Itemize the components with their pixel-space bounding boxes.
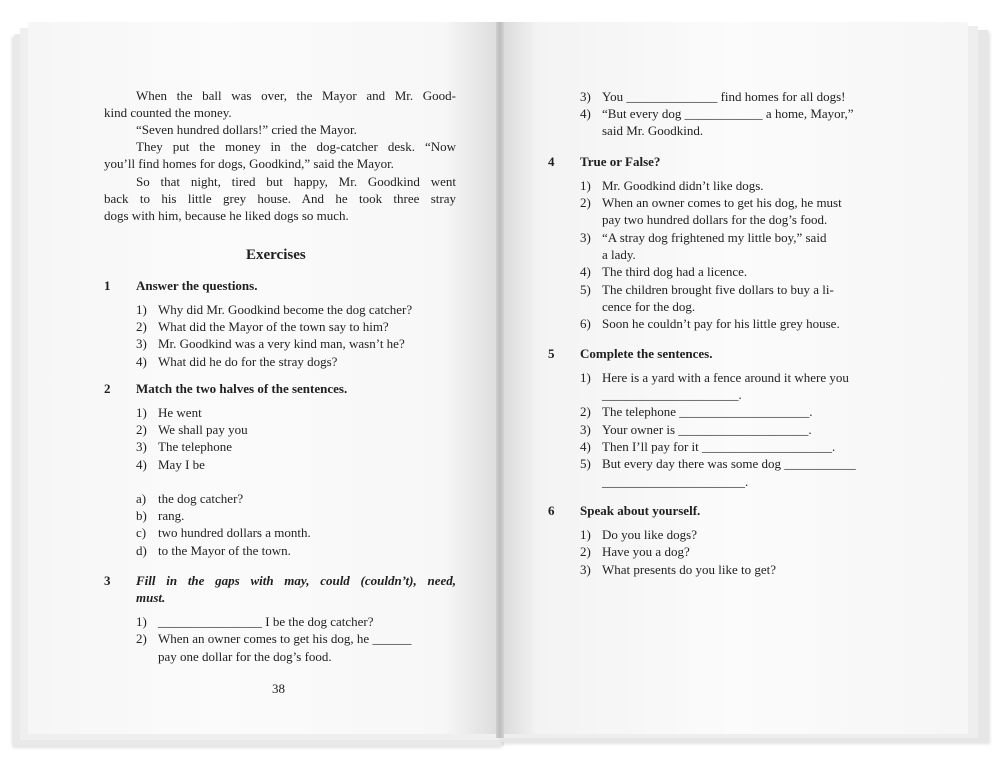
list-item xyxy=(580,105,853,122)
list-item xyxy=(136,301,412,318)
exercise-6-number: 6 xyxy=(548,503,555,518)
list-item xyxy=(136,490,243,507)
item-text: Why did Mr. Goodkind become the dog catcher? xyxy=(158,302,413,317)
item-number: 2) xyxy=(136,319,147,334)
exercise-2-title: Match the two halves of the sentences. xyxy=(136,381,348,396)
item-number: 4) xyxy=(136,354,147,369)
item-number: 1) xyxy=(136,302,147,317)
exercise-1-title: Answer the questions. xyxy=(136,278,258,293)
list-item xyxy=(580,194,842,211)
list-item xyxy=(580,211,827,228)
list-item xyxy=(136,404,202,421)
item-text: Mr. Goodkind didn’t like dogs. xyxy=(602,178,764,193)
story-line: “Seven hundred dollars!” cried the Mayor. xyxy=(136,122,357,137)
list-item xyxy=(136,613,374,630)
item-number: 1) xyxy=(580,178,591,193)
book-spine xyxy=(496,22,504,738)
story-line: They put the money in the dog-catcher desk. “Now xyxy=(136,139,456,154)
list-item xyxy=(580,403,813,420)
item-text: The telephone xyxy=(158,439,232,454)
list-item xyxy=(580,543,690,560)
item-number: 6) xyxy=(580,316,591,331)
list-item xyxy=(136,353,337,370)
item-text: You ______________ find homes for all dogs! xyxy=(602,89,846,104)
item-text: rang. xyxy=(158,508,185,523)
exercise-5-number: 5 xyxy=(548,346,555,361)
story-line: So that night, tired but happy, Mr. Goodkind went xyxy=(136,174,456,189)
item-number: 2) xyxy=(580,195,591,210)
list-item xyxy=(136,648,332,665)
item-number: 1) xyxy=(580,527,591,542)
list-item xyxy=(580,281,834,298)
item-text: What presents do you like to get? xyxy=(602,562,777,577)
exercise-1-number: 1 xyxy=(104,278,111,293)
item-text: When an owner comes to get his dog, he must xyxy=(602,195,842,210)
item-text: Then I’ll pay for it ____________________. xyxy=(602,439,836,454)
item-number: 4) xyxy=(580,106,591,121)
item-text: But every day there was some dog ___________ xyxy=(602,456,856,471)
exercise-4-number: 4 xyxy=(548,154,555,169)
item-text: to the Mayor of the town. xyxy=(158,543,291,558)
item-number: 2) xyxy=(136,422,147,437)
item-text: pay two hundred dollars for the dog’s food. xyxy=(602,212,828,227)
list-item xyxy=(580,298,695,315)
item-text: Your owner is ____________________. xyxy=(602,422,812,437)
list-item xyxy=(580,561,776,578)
story-line: back to his little grey house. And he took three stray xyxy=(104,191,456,206)
list-item xyxy=(580,263,747,280)
item-text: Here is a yard with a fence around it where you xyxy=(602,370,849,385)
item-number: 3) xyxy=(136,336,147,351)
item-text: cence for the dog. xyxy=(602,299,696,314)
item-text: We shall pay you xyxy=(158,422,248,437)
list-item xyxy=(580,246,636,263)
item-number: 1) xyxy=(136,614,147,629)
exercise-3-title-cont: must. xyxy=(136,590,166,605)
story-line: When the ball was over, the Mayor and Mr. Good- xyxy=(136,88,456,103)
item-text: The third dog had a licence. xyxy=(602,264,748,279)
item-number: 3) xyxy=(580,562,591,577)
list-item xyxy=(136,438,232,455)
list-item xyxy=(136,630,411,647)
item-number: 1) xyxy=(136,405,147,420)
list-item xyxy=(136,524,311,541)
item-text: “But every dog ____________ a home, Mayor,” xyxy=(602,106,854,121)
list-item xyxy=(580,455,856,472)
item-number: 4) xyxy=(580,264,591,279)
list-item xyxy=(136,318,389,335)
exercise-3-number: 3 xyxy=(104,573,111,588)
item-text: May I be xyxy=(158,457,205,472)
list-item xyxy=(580,177,764,194)
exercises-heading: Exercises xyxy=(246,247,306,263)
item-text: “A stray dog frightened my little boy,” said xyxy=(602,230,827,245)
exercise-4-title: True or False? xyxy=(580,154,661,169)
exercise-3-title: Fill in the gaps with may, could (couldn’t), need, xyxy=(136,573,456,588)
item-text: _____________________. xyxy=(602,387,742,402)
item-number: 3) xyxy=(580,89,591,104)
list-item xyxy=(136,421,248,438)
item-text: The children brought five dollars to buy a li- xyxy=(602,282,834,297)
list-item xyxy=(136,507,184,524)
item-text: the dog catcher? xyxy=(158,491,244,506)
item-text: ______________________. xyxy=(602,474,749,489)
item-number: 1) xyxy=(580,370,591,385)
item-text: a lady. xyxy=(602,247,636,262)
item-text: Have you a dog? xyxy=(602,544,690,559)
item-text: What did the Mayor of the town say to him? xyxy=(158,319,389,334)
item-number: 2) xyxy=(580,404,591,419)
item-text: He went xyxy=(158,405,202,420)
item-number: 4) xyxy=(136,457,147,472)
item-letter: b) xyxy=(136,508,147,523)
item-number: 2) xyxy=(136,631,147,646)
item-text: Soon he couldn’t pay for his little grey house. xyxy=(602,316,840,331)
item-text: The telephone ____________________. xyxy=(602,404,813,419)
item-text: pay one dollar for the dog’s food. xyxy=(158,649,332,664)
list-item xyxy=(136,542,291,559)
item-number: 3) xyxy=(580,230,591,245)
list-item xyxy=(580,386,742,403)
item-text: two hundred dollars a month. xyxy=(158,525,311,540)
item-number: 2) xyxy=(580,544,591,559)
page-number: 38 xyxy=(272,681,285,696)
list-item xyxy=(580,122,703,139)
story-line: dogs with him, because he liked dogs so much. xyxy=(104,208,349,223)
item-text: Do you like dogs? xyxy=(602,527,697,542)
item-text: Mr. Goodkind was a very kind man, wasn’t he? xyxy=(158,336,405,351)
item-number: 5) xyxy=(580,282,591,297)
exercise-5-title: Complete the sentences. xyxy=(580,346,713,361)
item-text: What did he do for the stray dogs? xyxy=(158,354,338,369)
list-item xyxy=(580,438,835,455)
list-item xyxy=(580,473,748,490)
item-letter: c) xyxy=(136,525,147,540)
list-item xyxy=(580,421,812,438)
item-number: 5) xyxy=(580,456,591,471)
item-letter: d) xyxy=(136,543,147,558)
list-item xyxy=(580,315,840,332)
list-item xyxy=(136,335,405,352)
item-text: ________________ I be the dog catcher? xyxy=(158,614,374,629)
list-item xyxy=(580,88,846,105)
item-number: 3) xyxy=(136,439,147,454)
item-text: said Mr. Goodkind. xyxy=(602,123,704,138)
list-item xyxy=(580,526,697,543)
story-line: you’ll find homes for dogs, Goodkind,” said the Mayor. xyxy=(104,156,394,171)
item-number: 3) xyxy=(580,422,591,437)
story-line: kind counted the money. xyxy=(104,105,232,120)
exercise-6-title: Speak about yourself. xyxy=(580,503,701,518)
exercise-2-number: 2 xyxy=(104,381,111,396)
item-text: When an owner comes to get his dog, he ______ xyxy=(158,631,412,646)
list-item xyxy=(136,456,205,473)
list-item xyxy=(580,369,849,386)
list-item xyxy=(580,229,826,246)
item-number: 4) xyxy=(580,439,591,454)
item-letter: a) xyxy=(136,491,147,506)
